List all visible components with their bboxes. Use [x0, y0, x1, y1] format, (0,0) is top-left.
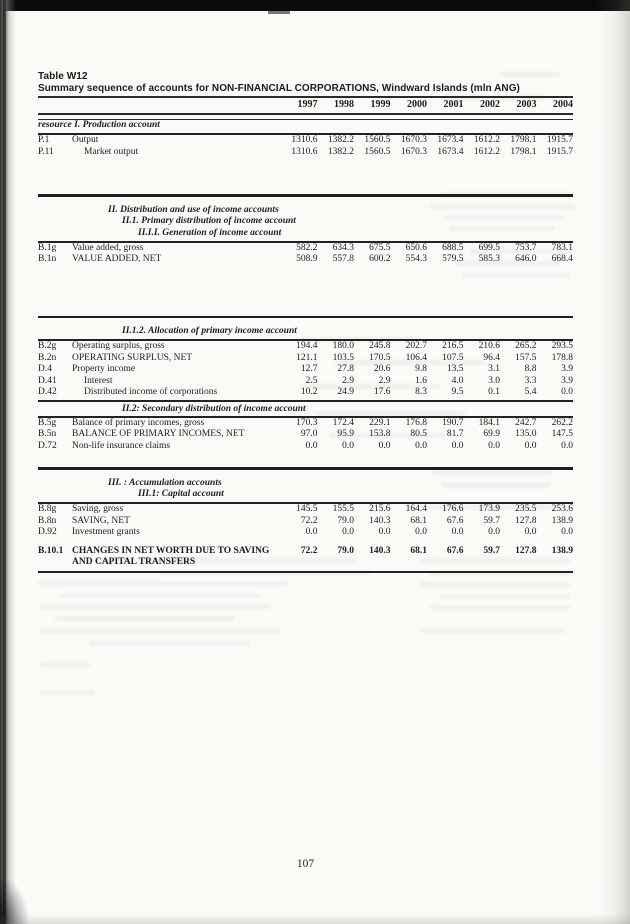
- value-cell: 140.3: [369, 515, 391, 526]
- value-cell: 0.0: [305, 440, 318, 451]
- section-headers: [38, 326, 573, 338]
- value-cell: 508.9: [296, 254, 318, 265]
- table-row: [38, 441, 573, 453]
- account-label: CHANGES IN NET WORTH DUE TO SAVING AND CAPITAL TRANSFERS: [72, 545, 270, 568]
- section-bottom-rule: [38, 571, 573, 573]
- account-code: D.41: [38, 375, 57, 386]
- section-header: II.1.2. Allocation of primary income account: [122, 326, 297, 337]
- value-cell: 3.9: [561, 364, 573, 375]
- value-cell: 1798.1: [510, 146, 537, 157]
- value-cell: 0.0: [451, 527, 464, 538]
- table-section: [38, 467, 573, 572]
- page-number: 107: [296, 858, 315, 870]
- account-label: Market output: [84, 146, 139, 157]
- value-cell: 1915.7: [546, 146, 573, 157]
- value-cell: 190.7: [442, 417, 464, 428]
- value-cell: 783.1: [551, 242, 573, 253]
- value-cell: 215.6: [369, 504, 391, 515]
- value-cell: 24.9: [337, 387, 354, 398]
- bleed-through-mark: [38, 581, 288, 586]
- value-cell: 8.3: [415, 387, 427, 398]
- value-cell: 557.8: [332, 254, 354, 265]
- value-cell: 216.5: [442, 341, 464, 352]
- bleed-through-mark: [60, 593, 260, 598]
- value-cell: 106.4: [405, 352, 427, 363]
- value-cell: 229.1: [369, 417, 391, 428]
- year-column-header: 1997: [297, 99, 318, 110]
- value-cell: 67.6: [446, 515, 464, 526]
- accounts-table-body: [38, 119, 573, 573]
- value-cell: 688.5: [442, 242, 464, 253]
- value-cell: 127.8: [515, 545, 537, 556]
- value-cell: 9.8: [415, 364, 427, 375]
- value-cell: 12.7: [300, 364, 318, 375]
- value-cell: 0.0: [488, 440, 500, 451]
- value-cell: 3.0: [488, 375, 500, 386]
- value-cell: 242.7: [515, 417, 537, 428]
- value-cell: 210.6: [478, 341, 500, 352]
- document-content: [38, 70, 573, 573]
- account-code: B.8g: [38, 504, 57, 515]
- value-cell: 180.0: [332, 341, 354, 352]
- value-cell: 253.6: [551, 504, 573, 515]
- table-section: [38, 316, 573, 402]
- value-cell: 140.3: [369, 545, 391, 556]
- value-cell: 147.5: [551, 429, 573, 440]
- section-header: II. Distribution and use of income accounts: [108, 204, 279, 215]
- table-section: [38, 194, 573, 266]
- section-bottom-rule: [38, 400, 573, 402]
- value-cell: 9.5: [451, 387, 464, 398]
- value-cell: 138.9: [551, 545, 573, 556]
- value-cell: 69.9: [483, 429, 500, 440]
- account-label: Non-life insurance claims: [72, 440, 171, 451]
- table-row: [38, 504, 573, 516]
- year-column-header: 2001: [443, 99, 464, 110]
- value-cell: 585.3: [478, 254, 500, 265]
- value-cell: 0.0: [488, 527, 500, 538]
- value-cell: 1673.4: [437, 146, 464, 157]
- value-cell: 79.0: [337, 545, 354, 556]
- value-cell: 72.2: [300, 545, 318, 556]
- value-cell: 0.0: [561, 440, 573, 451]
- value-cell: 650.6: [405, 242, 427, 253]
- value-cell: 103.5: [332, 352, 354, 363]
- account-label: Investment grants: [72, 527, 140, 538]
- bleed-through-mark: [40, 628, 280, 633]
- scan-top-band: [0, 0, 630, 11]
- table-row: [38, 353, 573, 365]
- bleed-through-mark: [420, 582, 570, 587]
- section-top-rule: [38, 194, 573, 197]
- value-cell: 0.0: [378, 527, 391, 538]
- scan-right-edge-shadow: [596, 0, 630, 924]
- account-code: P.11: [38, 146, 54, 157]
- table-row: [38, 243, 573, 255]
- value-cell: 79.0: [337, 515, 354, 526]
- value-cell: 0.0: [415, 527, 427, 538]
- table-row: [38, 418, 573, 430]
- value-cell: 95.9: [337, 429, 354, 440]
- account-label: SAVING, NET: [72, 515, 130, 526]
- value-cell: 145.5: [296, 504, 318, 515]
- value-cell: 178.8: [551, 352, 573, 363]
- value-cell: 67.6: [446, 545, 464, 556]
- account-label: Interest: [84, 375, 113, 386]
- value-cell: 107.5: [442, 352, 464, 363]
- value-cell: 262.2: [551, 417, 573, 428]
- value-cell: 675.5: [369, 242, 391, 253]
- section-header: II.I.I. Generation of income account: [138, 228, 282, 239]
- value-cell: 176.6: [442, 504, 464, 515]
- value-cell: 72.2: [300, 515, 318, 526]
- value-cell: 0.0: [561, 527, 573, 538]
- value-cell: 1798.1: [510, 135, 537, 146]
- table-row: [38, 376, 573, 388]
- value-cell: 20.6: [373, 364, 391, 375]
- value-cell: 157.5: [515, 352, 537, 363]
- bleed-through-mark: [40, 662, 90, 667]
- value-cell: 3.1: [488, 364, 500, 375]
- value-cell: 2.9: [378, 375, 391, 386]
- value-cell: 155.5: [332, 504, 354, 515]
- value-cell: 0.0: [561, 387, 573, 398]
- value-cell: 293.5: [551, 341, 573, 352]
- value-cell: 1560.5: [364, 135, 391, 146]
- account-label: Distributed income of corporations: [84, 387, 218, 398]
- section-headers: [38, 404, 573, 416]
- value-cell: 0.0: [342, 440, 354, 451]
- value-cell: 68.1: [410, 515, 427, 526]
- year-column-header: 2000: [407, 99, 427, 110]
- year-column-header: 1998: [334, 99, 354, 110]
- table-subtitle: Summary sequence of accounts for NON-FINANCIAL CORPORATIONS, Windward Islands (mln ANG): [38, 83, 520, 94]
- value-cell: 579.5: [442, 254, 464, 265]
- table-row: [38, 135, 573, 147]
- value-cell: 0.0: [305, 527, 318, 538]
- value-cell: 600.2: [369, 254, 391, 265]
- value-cell: 2.5: [305, 375, 318, 386]
- section-headers: [38, 205, 573, 240]
- value-cell: 164.4: [405, 504, 427, 515]
- value-cell: 1670.3: [400, 146, 427, 157]
- scan-left-edge-line: [3, 0, 6, 924]
- account-label: OPERATING SURPLUS, NET: [72, 352, 193, 363]
- table-row: [38, 429, 573, 441]
- account-label: BALANCE OF PRIMARY INCOMES, NET: [72, 429, 245, 440]
- value-cell: 1560.5: [364, 146, 391, 157]
- value-cell: 646.0: [515, 254, 537, 265]
- bleed-through-mark: [90, 641, 250, 646]
- table-row: [38, 364, 573, 376]
- account-code: B.2n: [38, 352, 57, 363]
- value-cell: 1382.2: [327, 135, 354, 146]
- value-cell: 173.9: [478, 504, 500, 515]
- value-cell: 0.0: [524, 527, 537, 538]
- value-cell: 8.8: [524, 364, 537, 375]
- value-cell: 13.5: [446, 364, 464, 375]
- value-cell: 582.2: [296, 242, 318, 253]
- value-cell: 1612.2: [473, 146, 500, 157]
- account-label: Operating surplus, gross: [72, 341, 165, 352]
- value-cell: 0.0: [451, 440, 464, 451]
- value-cell: 194.4: [296, 341, 318, 352]
- account-label: Output: [72, 135, 99, 146]
- value-cell: 3.9: [561, 375, 573, 386]
- value-cell: 1612.2: [473, 135, 500, 146]
- bleed-through-mark: [440, 594, 570, 599]
- scan-bottom-edge-shadow: [0, 914, 630, 924]
- year-column-header: 2004: [553, 99, 573, 110]
- table-row: [38, 341, 573, 353]
- account-label: Saving, gross: [72, 504, 124, 515]
- value-cell: 176.8: [405, 417, 427, 428]
- value-cell: 634.3: [332, 242, 354, 253]
- value-cell: 59.7: [483, 515, 500, 526]
- value-cell: 138.9: [551, 515, 573, 526]
- year-header-underline: [38, 113, 573, 115]
- value-cell: 4.0: [451, 375, 464, 386]
- account-code: B.8n: [38, 515, 57, 526]
- value-cell: 3.3: [524, 375, 537, 386]
- account-code: B.1n: [38, 254, 57, 265]
- value-cell: 1310.6: [291, 146, 318, 157]
- table-row: [38, 387, 573, 399]
- section-headers: [38, 120, 573, 132]
- table-row: [38, 254, 573, 266]
- value-cell: 170.5: [369, 352, 391, 363]
- account-code: D.92: [38, 527, 57, 538]
- table-row: [38, 516, 573, 528]
- section-header: II.1. Primary distribution of income account: [122, 216, 296, 227]
- account-code: D.42: [38, 387, 57, 398]
- year-header-row: [38, 98, 573, 113]
- bleed-through-mark: [430, 605, 570, 610]
- account-code: D.72: [38, 440, 57, 451]
- section-top-rule: [38, 467, 573, 470]
- section-header: II.2: Secondary distribution of income account: [122, 403, 306, 414]
- section-top-rule: [38, 316, 573, 319]
- value-cell: 265.2: [515, 341, 537, 352]
- account-label: Balance of primary incomes, gross: [72, 417, 205, 428]
- bleed-through-mark: [40, 690, 95, 695]
- account-code: B.2g: [38, 341, 57, 352]
- year-column-header: 1999: [370, 99, 391, 110]
- table-row: [38, 527, 573, 539]
- table-row: [38, 546, 573, 569]
- year-header-spacer: [38, 99, 281, 111]
- year-column-header: 2003: [516, 99, 537, 110]
- scan-top-band-notch: [268, 11, 290, 14]
- value-cell: 753.7: [515, 242, 537, 253]
- value-cell: 0.0: [378, 440, 391, 451]
- value-cell: 1.6: [415, 375, 427, 386]
- account-label: VALUE ADDED, NET: [72, 254, 162, 265]
- value-cell: 97.0: [300, 429, 318, 440]
- section-header: resource I. Production account: [38, 120, 160, 130]
- account-code: B.10.1: [38, 545, 64, 556]
- account-label: Value added, gross: [72, 242, 144, 253]
- value-cell: 1382.2: [327, 146, 354, 157]
- value-cell: 81.7: [446, 429, 464, 440]
- section-header: III.1: Capital account: [138, 489, 224, 500]
- account-code: B.1g: [38, 242, 57, 253]
- value-cell: 202.7: [405, 341, 427, 352]
- bleed-through-mark: [420, 628, 565, 633]
- value-cell: 59.7: [483, 545, 500, 556]
- table-id-title: Table W12: [38, 71, 88, 82]
- value-cell: 170.3: [296, 417, 318, 428]
- value-cell: 1670.3: [400, 135, 427, 146]
- account-code: B.5n: [38, 429, 57, 440]
- value-cell: 0.0: [415, 440, 427, 451]
- account-code: D.4: [38, 364, 52, 375]
- value-cell: 699.5: [478, 242, 500, 253]
- value-cell: 135.0: [515, 429, 537, 440]
- table-section: [38, 119, 573, 159]
- value-cell: 5.4: [524, 387, 537, 398]
- value-cell: 1915.7: [546, 135, 573, 146]
- value-cell: 17.6: [373, 387, 391, 398]
- account-code: P.1: [38, 135, 50, 146]
- value-cell: 2.9: [342, 375, 354, 386]
- account-label: Property income: [72, 364, 136, 375]
- value-cell: 668.4: [551, 254, 573, 265]
- value-cell: 0.0: [524, 440, 537, 451]
- value-cell: 1673.4: [437, 135, 464, 146]
- value-cell: 121.1: [296, 352, 318, 363]
- account-code: B.5g: [38, 417, 57, 428]
- value-cell: 68.1: [410, 545, 427, 556]
- value-cell: 0.0: [342, 527, 354, 538]
- value-cell: 96.4: [483, 352, 500, 363]
- bleed-through-mark: [40, 604, 270, 609]
- section-header: III. : Accumulation accounts: [108, 477, 222, 488]
- value-cell: 1310.6: [291, 135, 318, 146]
- value-cell: 184.1: [478, 417, 500, 428]
- value-cell: 554.3: [405, 254, 427, 265]
- table-section: [38, 404, 573, 453]
- value-cell: 10.2: [300, 387, 318, 398]
- bleed-through-mark: [55, 616, 235, 621]
- value-cell: 153.8: [369, 429, 391, 440]
- value-cell: 127.8: [515, 515, 537, 526]
- value-cell: 245.8: [369, 341, 391, 352]
- value-cell: 235.5: [515, 504, 537, 515]
- section-headers: [38, 478, 573, 501]
- value-cell: 80.5: [410, 429, 427, 440]
- year-column-header: 2002: [480, 99, 500, 110]
- table-row: [38, 147, 573, 159]
- value-cell: 0.1: [488, 387, 500, 398]
- value-cell: 172.4: [332, 417, 354, 428]
- value-cell: 27.8: [337, 364, 354, 375]
